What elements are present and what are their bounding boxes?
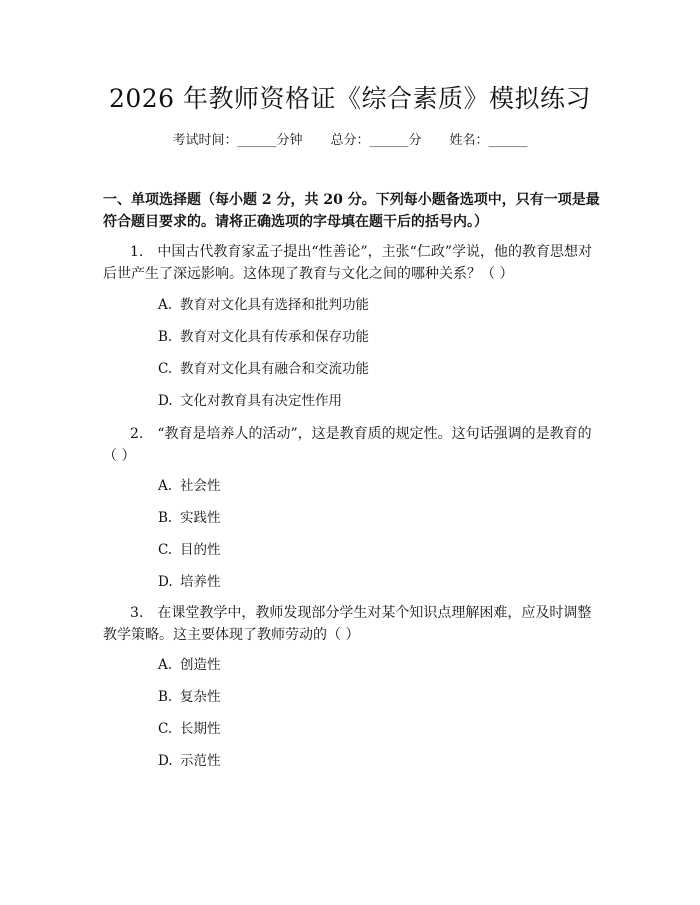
option-letter: A. xyxy=(158,478,173,494)
option-1-b xyxy=(158,327,598,347)
page-title: 2026 年教师资格证《综合素质》模拟练习 xyxy=(108,84,592,113)
question-3 xyxy=(103,602,601,646)
option-letter: D. xyxy=(158,753,173,769)
question-stem: 在课堂教学中，教师发现部分学生对某个知识点理解困难，应及时调整教学策略。这主要体现了教师劳动的（ ） xyxy=(103,605,592,643)
option-text: 教育对文化具有选择和批判功能 xyxy=(180,297,369,313)
option-3-c xyxy=(158,719,598,739)
option-text: 示范性 xyxy=(180,753,221,769)
question-1 xyxy=(103,241,601,285)
section-heading: 一、单项选择题（每小题 2 分，共 20 分。下列每小题备选项中，只有一项是最符合题目要求的。请将正确选项的字母填在题干后的括号内。） xyxy=(103,192,600,230)
student-name-field: 姓名：______ xyxy=(449,133,528,148)
option-3-a xyxy=(158,655,598,675)
option-letter: B. xyxy=(158,329,173,345)
option-2-c xyxy=(158,540,598,560)
option-text: 长期性 xyxy=(180,721,221,737)
option-2-d xyxy=(158,572,598,592)
option-text: 实践性 xyxy=(180,510,221,526)
question-number: 3. xyxy=(130,605,144,621)
option-letter: A. xyxy=(158,297,173,313)
total-score-field: 总分：______分 xyxy=(330,133,422,148)
option-letter: A. xyxy=(158,657,173,673)
option-1-c xyxy=(158,359,598,379)
option-letter: C. xyxy=(158,542,173,558)
option-letter: B. xyxy=(158,689,173,705)
question-number: 1. xyxy=(130,244,144,260)
option-3-b xyxy=(158,687,598,707)
option-text: 文化对教育具有决定性作用 xyxy=(180,393,342,409)
option-text: 创造性 xyxy=(180,657,221,673)
option-2-b xyxy=(158,508,598,528)
question-2 xyxy=(103,423,601,467)
exam-meta-line xyxy=(0,131,700,151)
option-text: 目的性 xyxy=(180,542,221,558)
option-text: 培养性 xyxy=(180,574,221,590)
question-stem: 中国古代教育家孟子提出“性善论”，主张“仁政”学说，他的教育思想对后世产生了深远影响。这体现了教育与文化之间的哪种关系？（ ） xyxy=(103,244,592,282)
option-1-d xyxy=(158,391,598,411)
exam-time-field: 考试时间：______分钟 xyxy=(172,133,303,148)
option-letter: B. xyxy=(158,510,173,526)
option-letter: C. xyxy=(158,721,173,737)
option-letter: D. xyxy=(158,393,173,409)
question-stem: “教育是培养人的活动”，这是教育质的规定性。这句话强调的是教育的（ ） xyxy=(103,426,592,464)
option-text: 教育对文化具有融合和交流功能 xyxy=(180,361,369,377)
option-text: 复杂性 xyxy=(180,689,221,705)
option-letter: C. xyxy=(158,361,173,377)
option-text: 社会性 xyxy=(180,478,221,494)
option-1-a xyxy=(158,295,598,315)
question-number: 2. xyxy=(130,426,144,442)
option-3-d xyxy=(158,751,598,771)
option-text: 教育对文化具有传承和保存功能 xyxy=(180,329,369,345)
option-2-a xyxy=(158,476,598,496)
option-letter: D. xyxy=(158,574,173,590)
